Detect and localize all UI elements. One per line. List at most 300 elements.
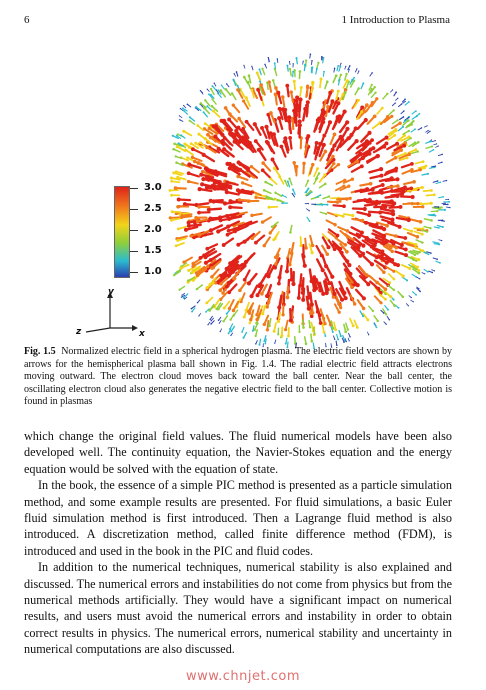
field-vector-head <box>339 79 341 81</box>
field-vector-head <box>386 93 388 95</box>
field-vector-head <box>395 177 399 181</box>
field-vector-head <box>344 296 348 300</box>
field-vector-head <box>343 110 347 114</box>
field-vector-head <box>367 131 371 135</box>
field-vector-head <box>404 253 408 257</box>
field-vector-head <box>371 84 373 86</box>
field-vector-head <box>182 260 185 263</box>
field-vector-head <box>332 331 334 333</box>
field-vector-head <box>175 244 178 247</box>
field-vector-head <box>199 256 203 260</box>
field-vector-head <box>382 271 386 275</box>
field-vector-head <box>174 186 178 190</box>
field-vector-head <box>211 98 213 100</box>
field-vector-head <box>237 160 241 164</box>
field-vector-head <box>261 68 263 70</box>
field-vector-head <box>226 233 230 237</box>
field-vector-head <box>416 202 419 205</box>
field-vector-head <box>273 167 276 170</box>
field-vector-head <box>227 118 231 122</box>
field-vector-head <box>343 341 345 343</box>
figure-caption <box>24 346 452 409</box>
field-vector-head <box>219 282 222 285</box>
field-vector-head <box>219 322 220 323</box>
field-vector-head <box>315 141 319 145</box>
field-vector-head <box>393 304 396 307</box>
field-vector-head <box>433 149 435 151</box>
field-vector-head <box>394 102 395 103</box>
field-vector-head <box>370 138 374 142</box>
colorbar <box>114 186 130 278</box>
field-vector-head <box>411 195 415 199</box>
field-vector-head <box>391 241 395 245</box>
field-vector-head <box>295 95 299 99</box>
field-vector-head <box>206 133 210 137</box>
field-vector-head <box>336 101 340 105</box>
field-vector-head <box>414 148 417 151</box>
colorbar-label: 2.5 <box>144 203 162 214</box>
field-vector-head <box>300 244 303 247</box>
field-vector-head <box>324 335 326 337</box>
field-vector-head <box>382 145 386 149</box>
field-vector-head <box>305 246 308 249</box>
field-vector-head <box>325 213 327 215</box>
field-vector-head <box>274 86 278 90</box>
field-vector-head <box>338 311 341 314</box>
field-vector-head <box>248 312 251 315</box>
field-vector-head <box>237 85 239 87</box>
field-vector-head <box>256 293 260 297</box>
field-vector-head <box>204 261 208 265</box>
field-vector-head <box>206 105 208 107</box>
field-vector-head <box>306 86 309 89</box>
colorbar-label: 3.0 <box>144 182 162 193</box>
field-vector-head <box>338 303 341 306</box>
field-vector-head <box>317 116 321 120</box>
field-vector-head <box>306 134 310 138</box>
field-vector-head <box>196 288 198 290</box>
field-vector-head <box>209 136 213 140</box>
field-vector-head <box>193 160 196 163</box>
field-vector-head <box>393 278 396 281</box>
field-vector-head <box>317 62 319 64</box>
field-vector-head <box>321 292 325 296</box>
field-vector-head <box>438 206 440 208</box>
field-vector-head <box>232 79 234 81</box>
field-vector-head <box>293 63 294 64</box>
field-vector-head <box>446 180 447 181</box>
field-vector-head <box>349 340 350 341</box>
field-vector-head <box>181 294 182 295</box>
field-vector-head <box>431 145 433 147</box>
field-vector-head <box>437 242 439 244</box>
field-vector-head <box>247 281 251 285</box>
field-vector-head <box>390 250 393 253</box>
field-vector-head <box>392 89 393 90</box>
field-vector-head <box>402 296 405 299</box>
field-vector-head <box>187 171 191 175</box>
field-vector-head <box>415 110 417 112</box>
field-vector-head <box>416 266 419 269</box>
field-vector-head <box>430 140 432 142</box>
field-vector-head <box>225 285 229 289</box>
field-vector-head <box>204 167 208 171</box>
field-vector-head <box>417 141 420 144</box>
field-vector-head <box>432 272 434 274</box>
field-vector-head <box>186 156 189 159</box>
field-vector-head <box>281 202 283 204</box>
field-vector-head <box>378 190 382 194</box>
field-vector-head <box>175 155 177 157</box>
field-vector-head <box>377 320 379 322</box>
field-vector-head <box>430 202 433 205</box>
field-vector-head <box>292 71 294 73</box>
field-vector-head <box>311 311 314 314</box>
field-vector-head <box>187 103 189 105</box>
field-vector-head <box>337 90 340 93</box>
field-vector-head <box>441 162 443 164</box>
field-vector-head <box>361 244 365 248</box>
field-vector-head <box>173 274 175 276</box>
field-vector-head <box>311 67 313 69</box>
field-vector-head <box>303 264 307 268</box>
field-vector-head <box>209 309 211 311</box>
field-vector-head <box>425 165 428 168</box>
field-vector-head <box>184 298 185 299</box>
field-vector-head <box>307 180 309 182</box>
field-vector-head <box>242 99 245 102</box>
field-vector-head <box>418 272 421 275</box>
field-vector-head <box>373 86 375 88</box>
field-vector-head <box>285 343 287 345</box>
field-vector-head <box>254 139 258 143</box>
field-vector-head <box>194 142 197 145</box>
field-vector-head <box>390 176 394 180</box>
field-vector-head <box>309 220 311 222</box>
field-vector-head <box>228 166 232 170</box>
field-vector-head <box>330 275 334 279</box>
field-vector-head <box>421 241 423 243</box>
field-vector-head <box>213 134 217 138</box>
field-vector-head <box>227 229 231 233</box>
field-vector-head <box>229 133 233 137</box>
field-vector-head <box>284 328 287 331</box>
field-vector-head <box>326 204 328 206</box>
field-vector-head <box>356 68 357 69</box>
field-vector-head <box>398 307 400 309</box>
field-vector-head <box>220 331 221 332</box>
field-vector-head <box>397 98 398 99</box>
field-vector-head <box>261 161 265 165</box>
field-vector-head <box>391 209 395 213</box>
field-vector-head <box>444 209 446 211</box>
field-vector-head <box>342 204 346 208</box>
field-vector-head <box>236 71 238 73</box>
field-vector-head <box>311 251 314 254</box>
field-vector-head <box>392 201 396 205</box>
field-vector-head <box>333 223 336 226</box>
field-vector-head <box>238 168 242 172</box>
field-vector-head <box>264 181 267 184</box>
field-vector-head <box>196 124 199 127</box>
field-vector-head <box>428 253 430 255</box>
field-vector-head <box>226 83 227 84</box>
field-vector-head <box>402 275 405 278</box>
field-vector-head <box>384 298 387 301</box>
field-vector-head <box>388 281 391 284</box>
field-vector-head <box>289 68 291 70</box>
field-vector-head <box>336 234 340 238</box>
field-vector-head <box>294 113 298 117</box>
field-vector-head <box>191 311 193 313</box>
field-vector-head <box>284 180 286 182</box>
field-vector-head <box>210 323 212 325</box>
field-vector-head <box>390 189 394 193</box>
field-vector-head <box>181 296 182 297</box>
field-vector-head <box>291 282 295 286</box>
page-number: 6 <box>24 14 30 26</box>
field-vector-head <box>381 107 384 110</box>
field-vector-head <box>238 289 242 293</box>
field-vector-head <box>403 236 407 240</box>
field-vector-head <box>410 168 414 172</box>
field-vector-head <box>228 332 230 334</box>
field-vector-head <box>172 171 175 174</box>
field-vector-head <box>187 180 190 183</box>
field-vector-head <box>405 101 406 102</box>
field-vector-head <box>355 160 359 164</box>
field-vector-head <box>277 91 281 95</box>
field-vector-head <box>318 172 321 175</box>
field-vector-head <box>232 309 236 313</box>
field-vector-head <box>419 220 423 224</box>
field-vector-head <box>255 335 257 337</box>
field-vector-head <box>177 205 180 208</box>
field-vector-head <box>237 117 241 121</box>
field-vector-head <box>266 328 269 331</box>
field-vector-head <box>204 122 207 125</box>
field-vector-head <box>373 240 377 244</box>
field-vector-head <box>379 225 383 229</box>
field-vector-head <box>196 220 200 224</box>
paragraph: In addition to the numerical techniques, numerical stability is also explained and discussed. The numerical errors and instabilities do not come from physics but from the numerical methods artificially. They would have a significant impact on numerical results, and users must avoid the numerical errors and instability in order to obtain correct results in physics. The numerical errors, numerical stability and uncertainty in numerical computations are also discussed. <box>24 560 452 657</box>
field-vector-head <box>396 263 400 267</box>
field-vector-head <box>407 119 410 122</box>
field-vector-head <box>180 108 181 109</box>
field-vector-head <box>410 230 413 233</box>
field-vector-head <box>389 319 391 321</box>
field-vector-head <box>330 99 334 103</box>
field-vector-head <box>436 143 437 144</box>
field-vector-head <box>206 264 209 267</box>
field-vector-head <box>243 65 244 66</box>
field-vector-head <box>227 274 231 278</box>
field-vector-head <box>438 145 439 146</box>
field-vector-head <box>298 331 300 333</box>
field-vector-head <box>298 284 302 288</box>
field-vector-head <box>334 339 335 340</box>
field-vector-head <box>421 127 423 129</box>
field-vector-head <box>342 215 345 218</box>
field-vector-head <box>288 178 290 180</box>
field-vector-head <box>169 189 172 192</box>
field-vector-head <box>211 105 214 108</box>
field-vector-head <box>245 120 249 124</box>
field-vector-head <box>212 199 216 203</box>
field-vector-head <box>381 253 385 257</box>
field-vector-head <box>201 177 205 181</box>
field-vector-head <box>418 288 419 289</box>
field-vector-head <box>308 203 309 204</box>
field-vector-head <box>176 145 179 148</box>
field-vector-head <box>226 313 228 315</box>
field-vector-head <box>302 162 306 166</box>
field-vector-head <box>257 284 261 288</box>
field-vector-head <box>323 57 325 59</box>
field-vector-head <box>372 310 374 312</box>
field-vector-head <box>373 114 377 118</box>
field-vector-head <box>197 302 198 303</box>
field-vector-head <box>403 185 407 189</box>
field-vector-head <box>335 74 338 77</box>
field-vector-head <box>374 202 378 206</box>
field-vector-head <box>191 156 194 159</box>
field-vector-head <box>241 181 244 184</box>
field-vector-head <box>309 210 310 211</box>
field-vector-head <box>421 205 424 208</box>
field-vector-head <box>191 265 194 268</box>
field-vector-head <box>305 59 307 61</box>
field-vector-head <box>182 130 185 133</box>
colorbar-tick <box>130 209 138 210</box>
field-vector-head <box>191 308 193 310</box>
field-vector-head <box>421 186 424 189</box>
field-vector-head <box>393 289 396 292</box>
field-vector-head <box>311 244 315 248</box>
field-vector-head <box>415 294 417 296</box>
field-vector-head <box>404 247 408 251</box>
field-vector-head <box>225 214 229 218</box>
field-vector-head <box>305 143 308 146</box>
field-vector-head <box>214 124 218 128</box>
field-vector-head <box>209 216 213 220</box>
field-vector-head <box>345 127 349 131</box>
field-vector-head <box>358 70 359 71</box>
field-vector-head <box>256 72 259 75</box>
field-vector-head <box>187 221 191 225</box>
field-vector-head <box>189 234 192 237</box>
field-vector-head <box>379 301 382 304</box>
watermark: www.chnjet.com <box>185 669 301 684</box>
field-vector-head <box>197 211 201 215</box>
field-vector-head <box>250 294 254 298</box>
field-vector-head <box>274 237 277 240</box>
field-vector-head <box>280 334 283 337</box>
field-vector-head <box>176 239 179 242</box>
field-vector-head <box>434 215 436 217</box>
field-vector-head <box>285 84 289 88</box>
field-vector-head <box>414 254 416 256</box>
field-vector-head <box>210 275 214 279</box>
field-vector-head <box>171 210 174 213</box>
field-vector-head <box>268 206 271 209</box>
field-vector-head <box>367 213 371 217</box>
field-vector-head <box>385 141 389 145</box>
field-vector-head <box>218 320 219 321</box>
field-vector-head <box>254 241 258 245</box>
field-vector-head <box>187 279 190 282</box>
field-vector-head <box>211 320 212 321</box>
field-vector-head <box>205 247 209 251</box>
field-vector-head <box>322 134 326 138</box>
field-vector-head <box>349 336 350 337</box>
field-vector-head <box>205 286 208 289</box>
field-vector-head <box>439 262 441 264</box>
field-vector-head <box>403 110 405 112</box>
field-vector-head <box>229 319 231 321</box>
field-vector-head <box>189 120 191 122</box>
field-vector-head <box>200 102 202 104</box>
field-vector-head <box>219 218 223 222</box>
field-vector-head <box>409 186 413 190</box>
field-vector-head <box>364 118 368 122</box>
field-vector-head <box>417 150 419 152</box>
field-vector-head <box>412 180 416 184</box>
field-vector-head <box>442 219 444 221</box>
field-vector-head <box>345 250 349 254</box>
field-vector-head <box>301 298 305 302</box>
field-vector-head <box>196 273 200 277</box>
field-vector-head <box>264 343 266 345</box>
field-vector-head <box>324 183 327 186</box>
field-vector-head <box>311 60 312 61</box>
field-vector-head <box>319 77 322 80</box>
field-vector-head <box>357 99 360 102</box>
field-vector-head <box>435 140 436 141</box>
field-vector-head <box>225 267 229 271</box>
body-text <box>24 428 452 658</box>
field-vector-head <box>357 244 361 248</box>
field-vector-head <box>212 109 215 112</box>
field-vector-head <box>375 154 379 158</box>
field-vector-head <box>232 104 235 107</box>
field-vector-head <box>314 286 318 290</box>
field-vector-head <box>272 132 276 136</box>
field-vector-head <box>311 340 314 343</box>
field-vector-head <box>219 89 222 92</box>
field-vector-head <box>384 287 388 291</box>
field-vector-head <box>252 330 254 332</box>
field-vector-head <box>445 203 446 204</box>
field-vector-head <box>277 116 281 120</box>
field-vector-head <box>349 197 352 200</box>
field-vector-head <box>190 142 193 145</box>
field-vector-head <box>251 89 254 92</box>
field-vector-head <box>243 278 247 282</box>
field-vector-head <box>248 74 251 77</box>
field-vector-head <box>304 64 306 66</box>
field-vector-head <box>249 318 252 321</box>
field-vector-head <box>367 152 371 156</box>
field-vector-head <box>215 308 218 311</box>
field-vector-head <box>336 200 339 203</box>
field-vector-head <box>427 173 429 175</box>
field-vector-head <box>436 258 438 260</box>
field-vector-head <box>323 331 326 334</box>
field-vector-head <box>222 320 224 322</box>
colorbar-tick <box>130 230 138 231</box>
field-vector-head <box>362 307 366 311</box>
